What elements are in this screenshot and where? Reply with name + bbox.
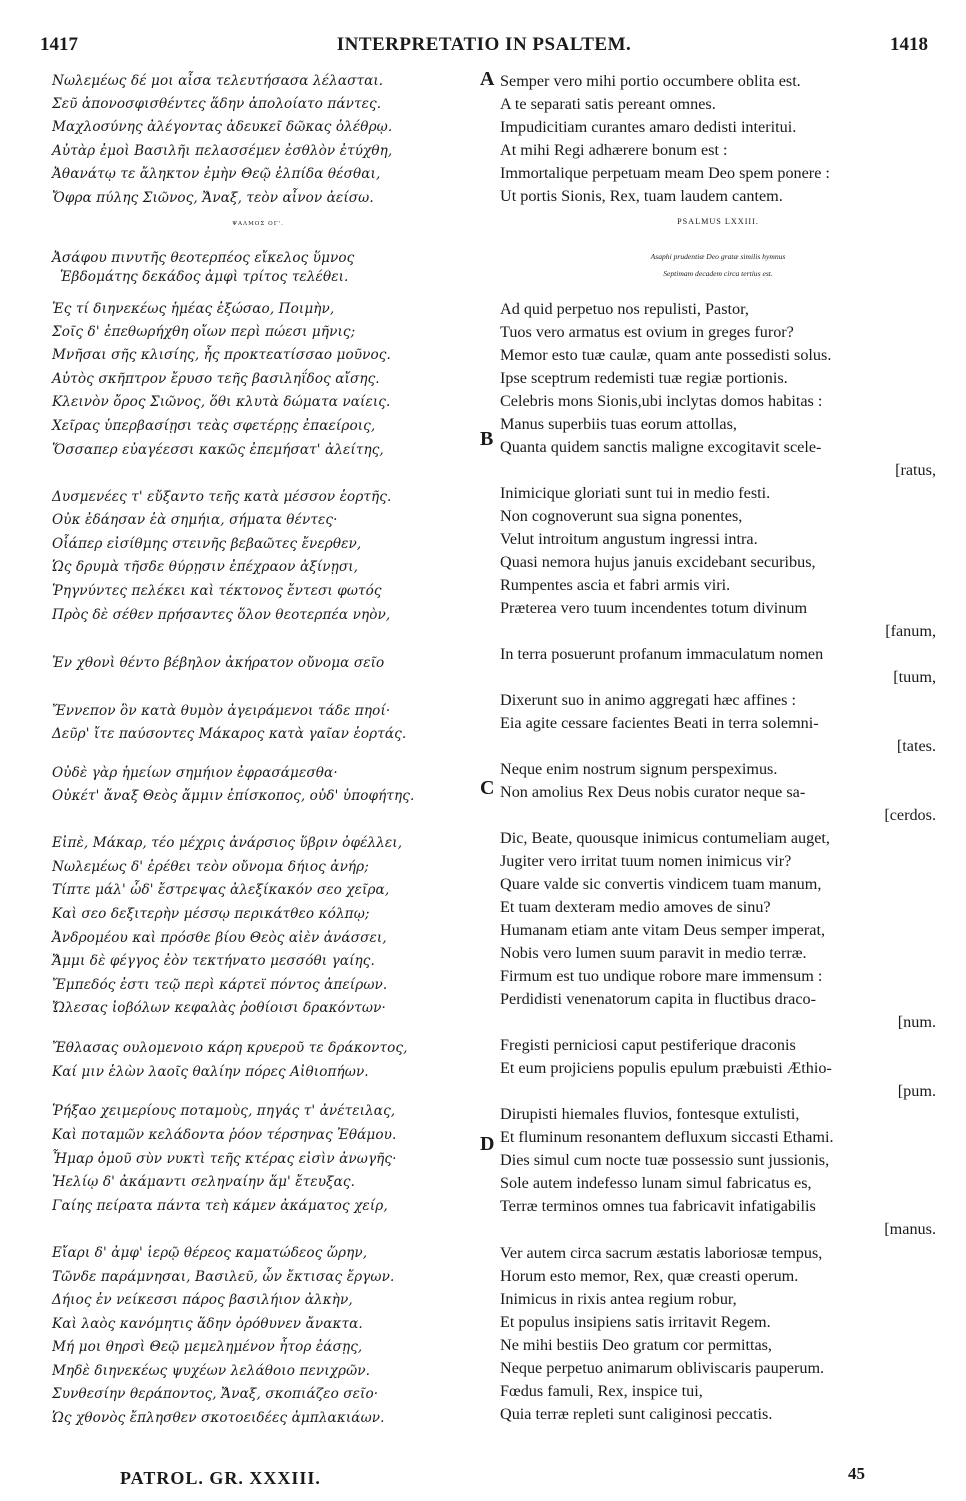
greek-heading: ΨΑΛΜΟΣ ΟΓ'. (232, 221, 284, 227)
greek-verse-line: Ἠελίῳ δ' ἀκάμαντι σεληναίην ἅμ' ἔτευξας. (52, 1174, 356, 1190)
greek-verse-line: Ἄμμι δὲ φέγγος ἐὸν τεκτήνατο μεσσόθι γαίης. (52, 953, 375, 969)
greek-verse-line: Ὅσσαπερ εὐαγέεσσι κακῶς ἐπεμήσατ' ἀλείτης, (52, 442, 384, 458)
greek-verse-line: Καὶ σεο δεξιτερὴν μέσσῳ περικάτθεο κόλπῳ; (52, 906, 370, 922)
page-title: INTERPRETATIO IN PSALTEM. (336, 34, 632, 55)
latin-verse-line: Dixerunt suo in animo aggregati hæc affines : (500, 691, 796, 709)
greek-verse-line: Εἴαρι δ' ἀμφ' ἱερῷ θέρεος καματώδεος ὥρην, (52, 1245, 368, 1261)
latin-verse-line: Celebris mons Sionis,ubi inclytas domos habitas : (500, 392, 823, 410)
latin-verse-line: Et eum projiciens populis epulum præbuisti Æthio- (500, 1059, 832, 1077)
latin-verse-line: In terra posuerunt profanum immaculatum nomen (500, 645, 824, 663)
latin-title-line: Septimam decadem circa tertius est. (663, 269, 773, 278)
greek-verse-line: Μή μοι θηρσὶ Θεῷ μεμελημένον ἦτορ ἐάσῃς, (52, 1339, 363, 1355)
latin-verse-line: Inimicus in rixis antea regium robur, (500, 1290, 737, 1308)
latin-verse-line: [manus. (884, 1220, 936, 1238)
greek-verse-line: Τίπτε μάλ' ὧδ' ἔστρεψας ἀλεξίκακόν σεο χεῖρα, (52, 882, 390, 898)
greek-verse-line: Ἐν χθονὶ θέντο βέβηλον ἀκήρατον οὔνομα σεῖο (52, 655, 385, 671)
greek-title-line: Ἀσάφου πινυτῆς θεοτερπέος εἴκελος ὕμνος (52, 250, 355, 266)
greek-verse-line: Ἔθλασας ουλομενοιο κάρη κρυεροῦ τε δράκοντος, (52, 1040, 408, 1056)
latin-verse-line: [num. (897, 1013, 936, 1031)
greek-verse-line: Ἔννεπον ὃν κατὰ θυμὸν ἀγειράμενοι τάδε πηοί· (52, 703, 391, 719)
latin-verse-line: [tuum, (893, 668, 936, 686)
latin-verse-line: Dic, Beate, quousque inimicus contumeliam auget, (500, 829, 830, 847)
greek-verse-line: Τῶνδε παράμνησαι, Βασιλεῦ, ὧν ἔκτισας ἔργων. (52, 1269, 395, 1285)
latin-verse-line: Terræ terminos omnes tua fabricavit infatigabilis (500, 1197, 816, 1215)
greek-verse-line: Ἐς τί διηνεκέως ἡμέας ἐξώσαο, Ποιμὴν, (52, 301, 335, 317)
latin-heading: PSALMUS LXXIII. (677, 217, 759, 226)
latin-verse-line: Immortalique perpetuam meam Deo spem ponere : (500, 164, 830, 182)
latin-verse-line: Quasi nemora hujus januis excidebant securibus, (500, 553, 816, 571)
greek-verse-line: Καί μιν ἑλὼν λαοῖς θαλίην πόρες Αἰθιοπήων. (52, 1064, 369, 1080)
greek-verse-line: Μαχλοσύνης ἀλέγοντας ἀδευκεῖ δῶκας ὀλέθρῳ. (52, 119, 393, 135)
greek-verse-line: Εἰπὲ, Μάκαρ, τέο μέχρις ἀνάρσιος ὕβριν ὀφέλλει, (52, 835, 403, 851)
greek-verse-line: Οὐκ ἐδάησαν ἑὰ σημήια, σήματα θέντες· (52, 512, 338, 528)
latin-verse-line: Rumpentes ascia et fabri armis viri. (500, 576, 731, 594)
latin-verse-line: Firmum est tuo undique robore mare immensum : (500, 967, 823, 985)
latin-verse-line: [tates. (896, 737, 936, 755)
latin-verse-line: Jugiter vero irritat tuum nomen inimicus vir? (500, 852, 792, 870)
greek-verse-line: Νωλεμέως δέ μοι αἶσα τελευτήσασα λέλασται. (52, 73, 384, 89)
greek-verse-line: Ῥηγνύντες πελέκει καὶ τέκτονος ἔντεσι φωτός (52, 583, 382, 599)
latin-verse-line: Manus superbiis tuas eorum attollas, (500, 415, 737, 433)
greek-verse-line: Δεῦρ' ἴτε παύσοντες Μάκαρος κατὰ γαῖαν ἑορτάς. (52, 726, 407, 742)
greek-verse-line: Καὶ ποταμῶν κελάδοντα ῥόον τέρσηνας Ἐθάμου. (52, 1127, 397, 1143)
latin-verse-line: Non amolius Rex Deus nobis curator neque sa- (500, 783, 806, 801)
greek-verse-line: Δυσμενέες τ' εὔξαντο τεῆς κατὰ μέσσον ἑορτῆς. (52, 489, 392, 505)
latin-verse-line: Non cognoverunt sua signa ponentes, (500, 507, 743, 525)
greek-verse-line: Ἔμπεδός ἐστι τεῷ περὶ κάρτεϊ πόντος ἀπείρων. (52, 977, 388, 993)
margin-letter-b: B (480, 428, 494, 450)
greek-verse-line: Συνθεσίην θεράποντος, Ἄναξ, σκοπιάζεο σεῖο· (52, 1386, 379, 1402)
latin-verse-line: Neque perpetuo animarum obliviscaris pauperum. (500, 1359, 825, 1377)
latin-verse-line: [fanum, (885, 622, 936, 640)
greek-verse-line: Χεῖρας ὑπερβασίῃσι τεὰς σφετέρῃς ἐπαείροις, (52, 418, 376, 434)
latin-verse-line: Nobis vero lumen suum paravit in medio terræ. (500, 944, 807, 962)
greek-verse-line: Καὶ λαὸς κανόμητις ἅδην ὀρόθυνεν ἄνακτα. (52, 1316, 363, 1332)
greek-verse-line: Ῥήξαο χειμερίους ποταμοὺς, πηγάς τ' ἀνέτειλας, (52, 1103, 396, 1119)
page-number-left: 1417 (40, 34, 78, 55)
greek-verse-line: Ἦμαρ ὁμοῦ σὺν νυκτὶ τεῆς κτέρας εἰσὶν ἀνωγῆς· (52, 1151, 397, 1167)
latin-verse-line: Velut introitum angustum ingressi intra. (500, 530, 758, 548)
latin-verse-line: Præterea vero tuum incendentes totum divinum (500, 599, 808, 617)
latin-verse-line: [cerdos. (884, 806, 936, 824)
greek-verse-line: Μηδὲ διηνεκέως ψυχέων λελάθοιο πενιχρῶν. (52, 1363, 371, 1379)
latin-verse-line: Memor esto tuæ caulæ, quam ante possedisti solus. (500, 346, 832, 364)
margin-letter-c: C (480, 777, 495, 799)
latin-verse-line: Inimicique gloriati sunt tui in medio festi. (500, 484, 771, 502)
latin-verse-line: Ver autem circa sacrum æstatis laboriosæ tempus, (500, 1244, 823, 1262)
latin-verse-line: A te separati satis pereant omnes. (500, 95, 716, 113)
margin-letter-a: A (480, 68, 495, 90)
latin-title-line: Asaphi prudentiæ Deo gratæ similis hymnus (650, 252, 786, 261)
margin-letter-d: D (480, 1133, 495, 1155)
greek-verse-line: Πρὸς δὲ σέθεν πρήσαντες ὅλον θεοτερπέα νηὸν, (52, 607, 391, 623)
greek-verse-line: Σοῖς δ' ἐπεθωρήχθη οἴων περὶ πώεσι μῆνις; (52, 324, 356, 340)
latin-verse-line: Et populus insipiens satis irritavit Regem. (500, 1313, 771, 1331)
latin-verse-line: Tuos vero armatus est ovium in greges furor? (500, 323, 794, 341)
greek-verse-line: Ὡς δρυμὰ τῆσδε θύρῃσιν ἐπέχραον ἀξίνῃσι, (52, 559, 359, 575)
latin-verse-line: Et fluminum resonantem defluxum siccasti Ethami. (500, 1128, 834, 1146)
greek-verse-line: Σεῦ ἀπονοσφισθέντες ἅδην ἀπολοίατο πάντες. (52, 96, 382, 112)
footer-signature: 45 (848, 1464, 865, 1483)
latin-verse-line: Eia agite cessare facientes Beati in terra solemni- (500, 714, 819, 732)
greek-verse-line: Ὄφρα πύλης Σιῶνος, Ἄναξ, τεὸν αἶνον ἀείσω. (52, 190, 374, 206)
latin-verse-line: Perdidisti venenatorum capita in fluctibus draco- (500, 990, 817, 1008)
latin-verse-line: Fregisti perniciosi caput pestiferique draconis (500, 1036, 796, 1054)
greek-verse-line: Ὤλεσας ἰοβόλων κεφαλὰς ῥοθίοισι δρακόντων· (52, 1000, 386, 1016)
greek-verse-line: Μνῆσαι σῆς κλισίης, ἧς προκτεατίσσαο μοῦνος. (52, 347, 391, 363)
latin-verse-line: Neque enim nostrum signum perspeximus. (500, 760, 778, 778)
latin-verse-line: Ut portis Sionis, Rex, tuam laudem cantem. (500, 187, 783, 205)
latin-verse-line: Ne mihi bestiis Deo gratum cor permittas, (500, 1336, 772, 1354)
latin-verse-line: Quare valde sic convertis vindicem tuam manum, (500, 875, 822, 893)
latin-verse-line: Impudicitiam curantes amaro dedisti interitui. (500, 118, 797, 136)
greek-verse-line: Νωλεμέως δ' ἐρέθει τεὸν οὔνομα δήιος ἀνήρ; (52, 859, 369, 875)
latin-verse-line: Dies simul cum nocte tuæ possessio sunt jussionis, (500, 1151, 830, 1169)
greek-verse-line: Γαίης πείρατα πάντα τεὴ κάμεν ἀκάματος χείρ, (52, 1198, 388, 1214)
greek-verse-line: Ὡς χθονὸς ἔπλησθεν σκοτοειδέες ἀμπλακιάων. (52, 1410, 385, 1426)
footer-volume: PATROL. GR. XXXIII. (120, 1468, 321, 1488)
greek-verse-line: Οὐδὲ γὰρ ἡμείων σημήιον ἐφρασάμεσθα· (52, 765, 338, 781)
latin-verse-line: Sole autem indefesso lunam simul fabricatus es, (500, 1174, 812, 1192)
greek-title-line: Ἑβδομάτης δεκάδος ἀμφὶ τρίτος τελέθει. (60, 269, 349, 285)
latin-verse-line: Quanta quidem sanctis maligne excogitavit scele- (500, 438, 822, 456)
latin-verse-line: Et tuam dexteram medio amoves de sinu? (500, 898, 771, 916)
greek-verse-line: Οἷάπερ εἰσίθμης στεινῆς βεβαῶτες ἔνερθεν, (52, 536, 362, 552)
greek-verse-line: Δήιος ἐν νείκεσσι πάρος βασιλήιον ἀλκὴν, (52, 1292, 353, 1308)
latin-verse-line: Horum esto memor, Rex, quæ creasti operum. (500, 1267, 799, 1285)
latin-verse-line: [pum. (897, 1082, 936, 1100)
latin-verse-line: Fœdus famuli, Rex, inspice tui, (500, 1382, 703, 1400)
latin-verse-line: Quia terræ repleti sunt caliginosi peccatis. (500, 1405, 773, 1423)
latin-verse-line: Semper vero mihi portio occumbere oblita est. (500, 72, 801, 90)
latin-verse-line: Humanam etiam ante vitam Deus semper imperat, (500, 921, 825, 939)
latin-verse-line: Dirupisti hiemales fluvios, fontesque extulisti, (500, 1105, 800, 1123)
latin-verse-line: [ratus, (895, 461, 936, 479)
page-number-right: 1418 (890, 34, 928, 55)
latin-verse-line: At mihi Regi adhærere bonum est : (500, 141, 728, 159)
greek-verse-line: Αὐτὰρ ἐμοὶ Βασιλῆι πελασσέμεν ἐσθλὸν ἐτύχθη, (52, 143, 393, 159)
greek-verse-line: Ἀθανάτῳ τε ἄληκτον ἐμὴν Θεῷ ἐλπίδα θέσθαι, (52, 166, 381, 182)
latin-verse-line: Ipse sceptrum redemisti tuæ regiæ portionis. (500, 369, 788, 387)
latin-verse-line: Ad quid perpetuo nos repulisti, Pastor, (500, 300, 749, 318)
greek-verse-line: Οὐκέτ' ἄναξ Θεὸς ἄμμιν ἐπίσκοπος, οὐδ' ὑποφήτης. (52, 788, 415, 804)
greek-verse-line: Ἀνδρομέου καὶ πρόσθε βίου Θεὸς αἰὲν ἀνάσσει, (52, 930, 387, 946)
greek-verse-line: Κλεινὸν ὄρος Σιῶνος, ὅθι κλυτὰ δώματα ναίεις. (52, 394, 391, 410)
greek-verse-line: Αὐτὸς σκῆπτρον ἔρυσο τεῆς βασιληΐδος αἴσης. (52, 371, 380, 387)
running-head (40, 34, 928, 60)
